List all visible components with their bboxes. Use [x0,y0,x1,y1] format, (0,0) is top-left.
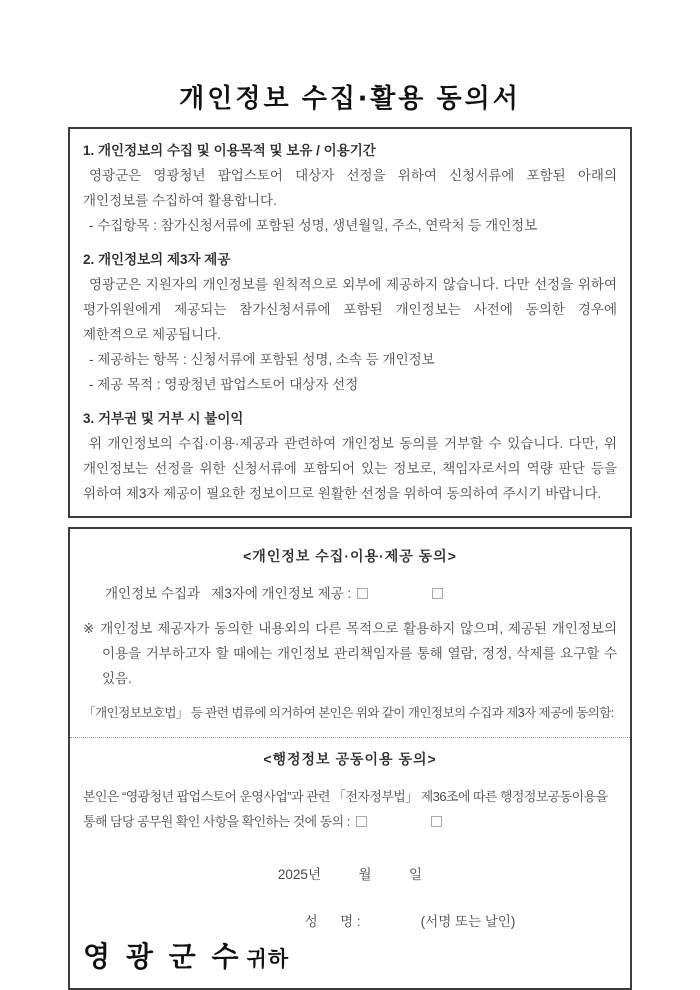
privacy-consent-label: 개인정보 수집과 제3자에 개인정보 제공 : [105,586,352,601]
section1-item-collect: - 수집항목 : 참가신청서류에 포함된 성명, 생년월일, 주소, 연락처 등 개인정보 [89,218,538,233]
section2-item-provided: - 제공하는 항목 : 신청서류에 포함된 성명, 소속 등 개인정보 [89,352,435,367]
recipient-name: 영 광 군 수 [83,941,243,972]
page-title: 개인정보 수집‧활용 동의서 [179,83,521,113]
admin-consent-alt-checkbox[interactable] [431,816,442,827]
admin-consent-row [83,784,617,834]
admin-consent-heading: <행정정보 공동이용 동의> [263,751,437,767]
section2-heading: 2. 개인정보의 제3자 제공 [83,252,231,267]
privacy-consent-statement: 「개인정보보호법」 등 관련 법류에 의거하여 본인은 위와 같이 개인정보의 수집과 제3자 제공에 동의함: [83,706,614,720]
privacy-consent-heading: <개인정보 수집·이용·제공 동의> [243,548,457,564]
admin-consent-body: 본인은 “영광청년 팝업스토어 운영사업”과 관련 「전자정부법」 제36조에 따른 행정정보공동이용을 통해 담당 공무원 확인 사항을 확인하는 것에 동의 : [83,789,608,829]
section1-body: 영광군은 영광청년 팝업스토어 대상자 선정을 위하여 신청서류에 포함된 아래의 개인정보를 수집하여 활용합니다. [83,168,617,208]
section-divider [70,737,630,738]
admin-consent-agree-checkbox[interactable] [356,816,367,827]
date-line: 2025년 월 일 [277,867,423,882]
signature-line: 성 명 : (서명 또는 날인) [304,914,516,929]
section2-body: 영광군은 지원자의 개인정보를 원칙적으로 외부에 제공하지 않습니다. 다만 선정을 위하여 평가위원에게 제공되는 참가신청서류에 포함된 개인정보는 사전에 동의한 경우에 제한적으로 제공됩니다. [83,277,617,342]
privacy-consent-row [105,581,617,606]
section1-heading: 1. 개인정보의 수집 및 이용목적 및 보유 / 이용기간 [83,143,376,158]
privacy-consent-note: ※ 개인정보 제공자가 동의한 내용외의 다른 목적으로 활용하지 않으며, 제공된 개인정보의 이용을 거부하고자 할 때에는 개인정보 관리책임자를 통해 열람, 정정, 삭제를 요구할 수 있음. [83,621,617,686]
terms-box [68,127,632,518]
section2-item-purpose: - 제공 목적 : 영광청년 팝업스토어 대상자 선정 [89,377,359,392]
recipient-line [83,941,617,974]
recipient-suffix: 귀하 [246,948,290,971]
section3-body: 위 개인정보의 수집·이용·제공과 관련하여 개인정보 동의를 거부할 수 있습니다. 다만, 위 개인정보는 선정을 위한 신청서류에 포함되어 있는 정보로, 책임자로서의 역량 판단 등을 위하여 제3자 제공이 필요한 정보이므로 원활한 선정을 위하여 동의하여 주시기 바랍니다. [83,436,617,501]
privacy-thirdparty-checkbox[interactable] [432,588,443,599]
consent-box [68,527,632,990]
privacy-collect-checkbox[interactable] [357,588,368,599]
section3-heading: 3. 거부권 및 거부 시 불이익 [83,411,244,426]
